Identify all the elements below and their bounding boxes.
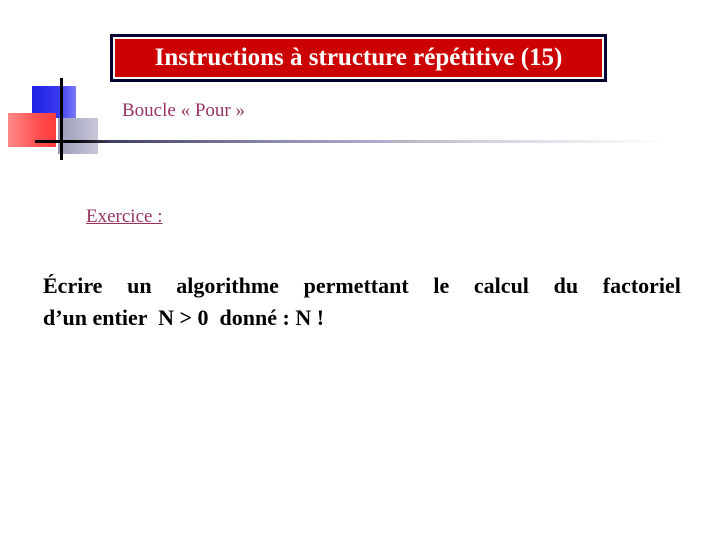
decorative-grey-square [58,118,98,154]
exercise-word: calcul [473,273,529,298]
exercise-word: permettant [303,273,409,298]
slide-subtitle: Boucle « Pour » [122,100,245,121]
slide-title-box [110,34,607,82]
exercise-word: algorithme [176,273,279,298]
exercise-word: un [127,273,152,298]
decorative-horizontal-rule [35,140,665,143]
exercise-word: le [433,273,450,298]
exercise-word: du [553,273,579,298]
slide-title: Instructions à structure répétitive (15) [113,37,604,79]
decorative-vertical-line [60,78,63,160]
exercise-statement [43,270,681,334]
exercise-label: Exercice : [86,206,163,227]
exercise-line-1 [43,270,681,302]
exercise-word: Écrire [43,273,103,298]
exercise-word: factoriel [602,273,681,298]
exercise-line-2: d’un entier N > 0 donné : N ! [43,305,325,330]
